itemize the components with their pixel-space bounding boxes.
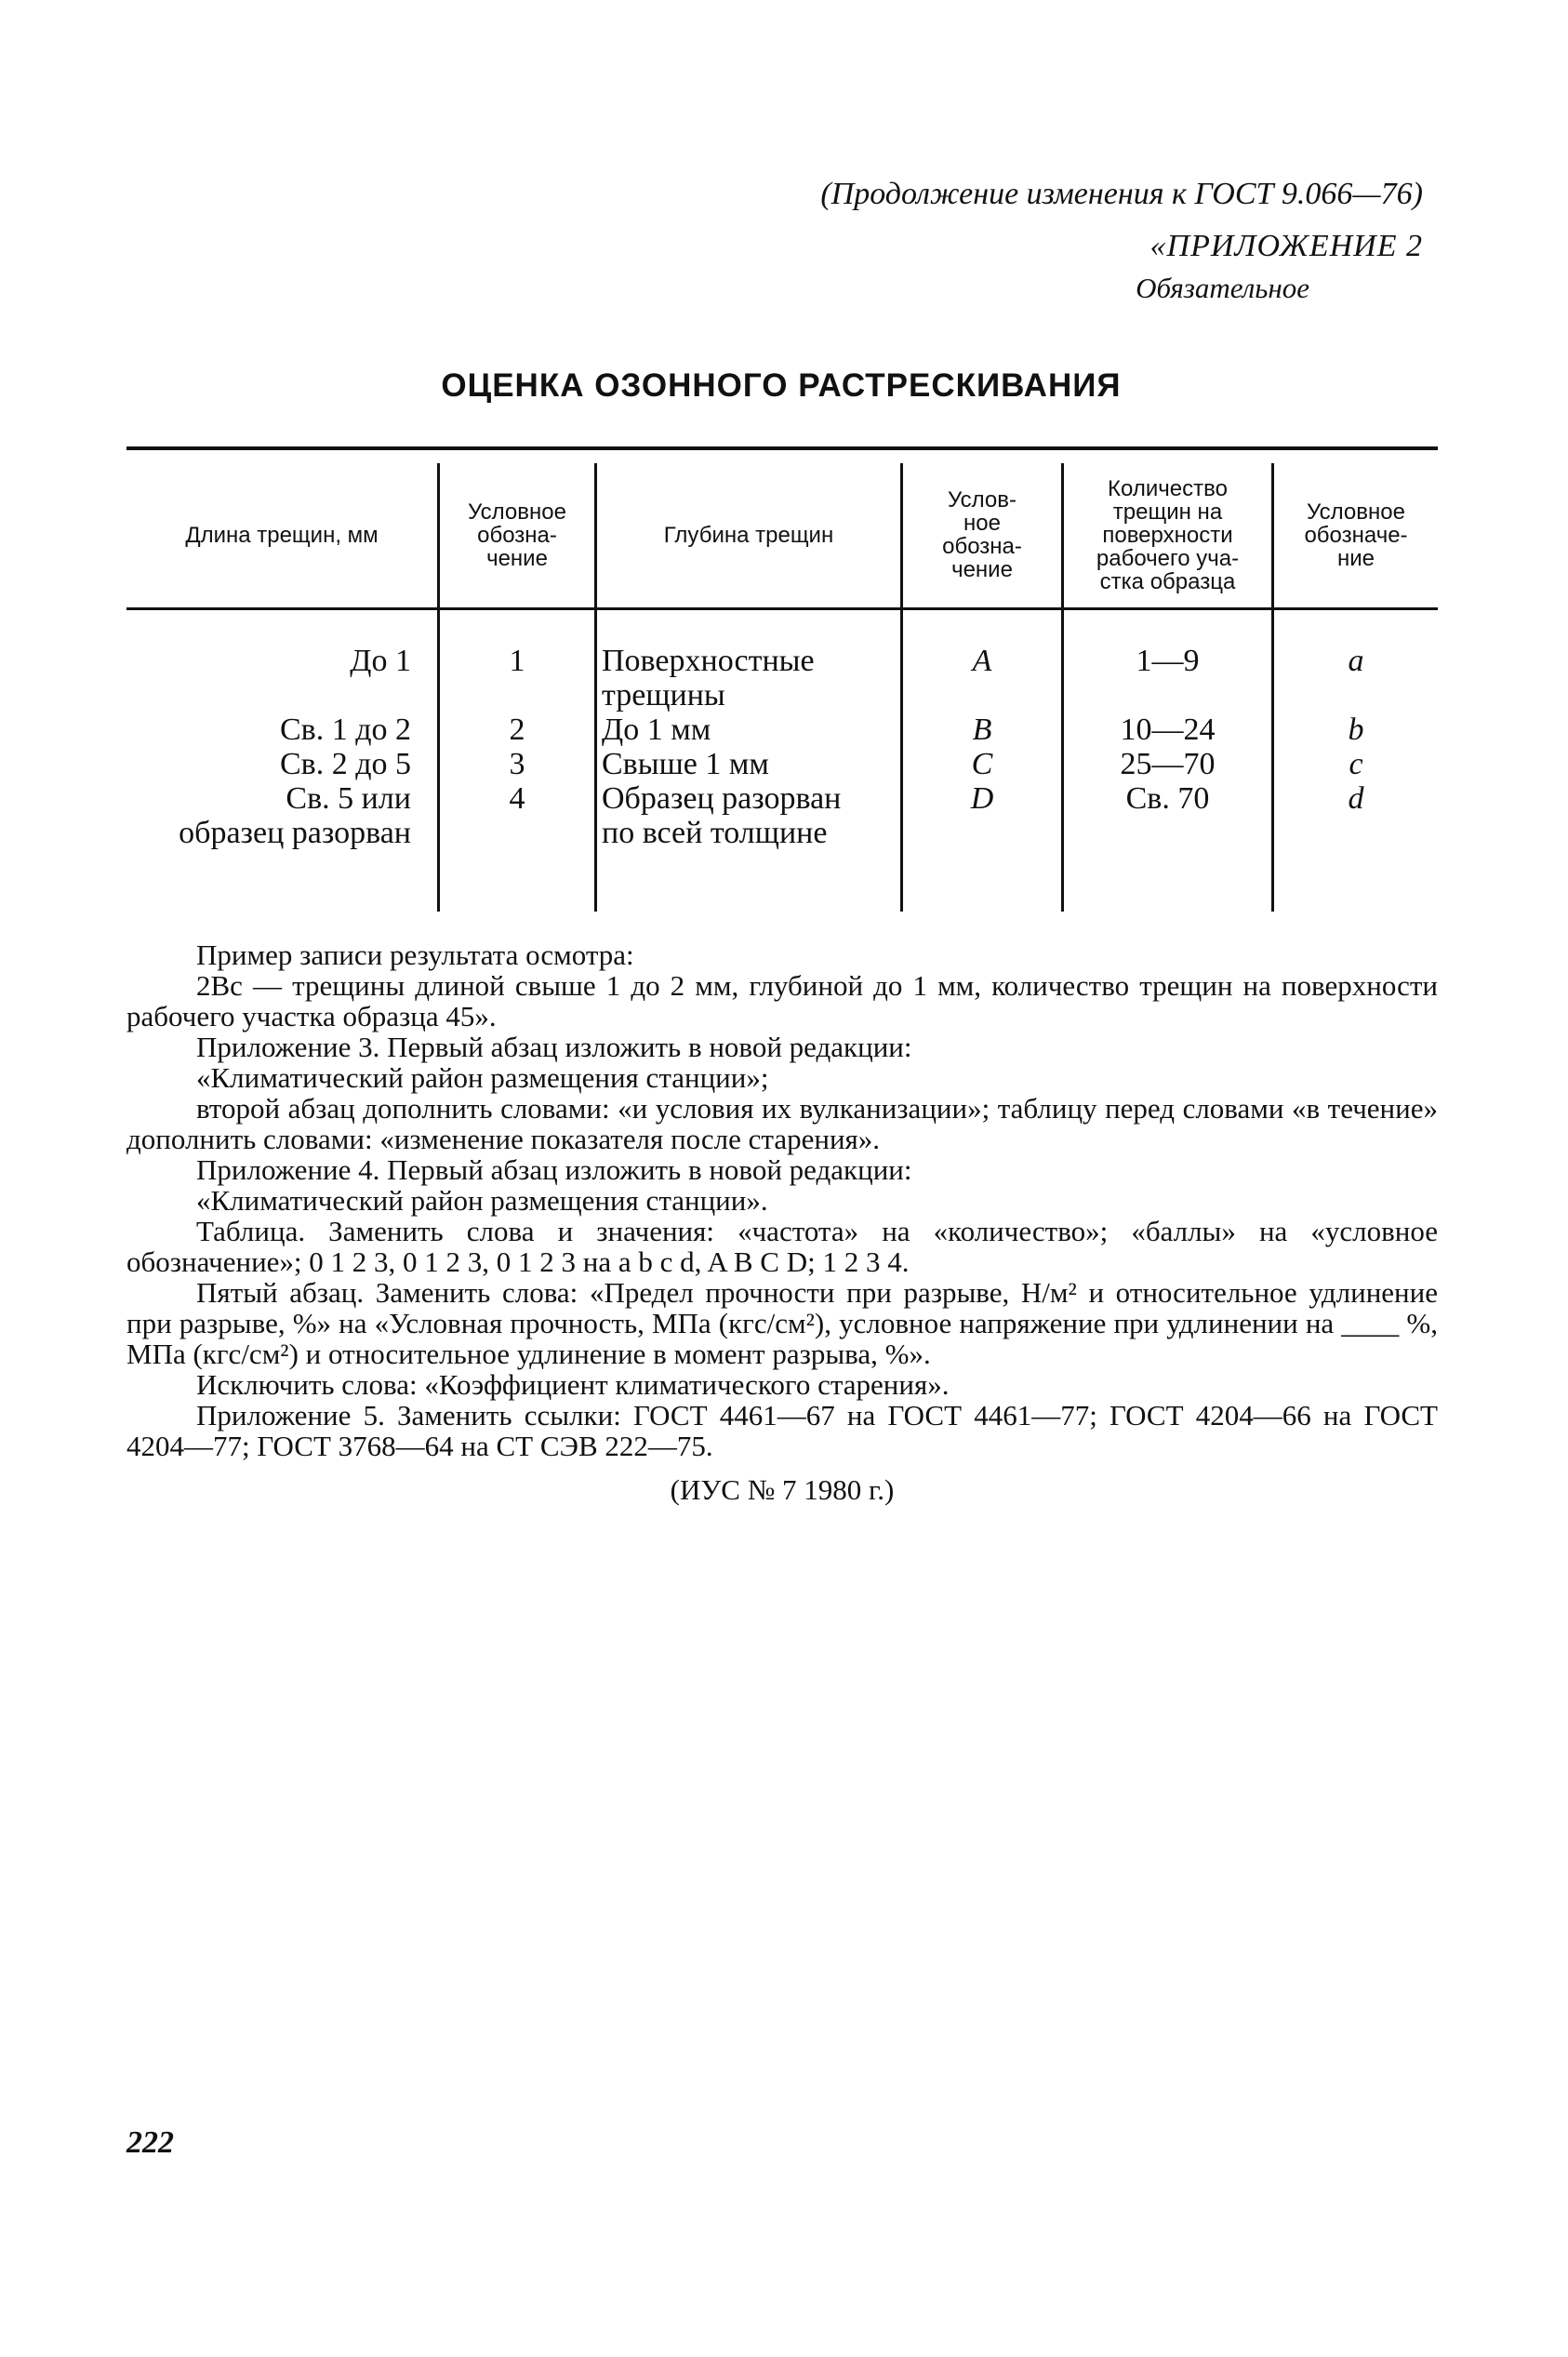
table-header-rule [126, 607, 1438, 610]
column-crack-depth: Поверхностные трещины До 1 мм Свыше 1 мм Образец разорван по всей толщине [602, 644, 842, 850]
column-crack-count: 1—9 10—24 25—70 Св. 70 [1120, 644, 1216, 816]
page-number: 222 [126, 2125, 174, 2160]
appendix-status: Обязательное [1136, 272, 1309, 304]
paragraph: 2Bc — трещины длиной свыше 1 до 2 мм, глубиной до 1 мм, количество трещин на поверхности рабочего участка образца 45». [126, 969, 1438, 1032]
paragraph: Исключить слова: «Коэффициент климатического старения». [196, 1368, 950, 1401]
appendix-label: «ПРИЛОЖЕНИЕ 2 [1149, 229, 1423, 263]
column-depth-code: A B C D [970, 644, 994, 816]
header-crack-count: Количество трещин на поверхности рабочего уча- стка образца [1096, 475, 1240, 594]
paragraph: Приложение 4. Первый абзац изложить в новой редакции: [196, 1153, 912, 1186]
table-top-rule [126, 446, 1438, 450]
header-length-code: Условное обозна- чение [468, 499, 566, 571]
paragraph: Таблица. Заменить слова и значения: «частота» на «количество»; «баллы» на «условное обозначение»; 0 1 2 3, 0 1 2 3, 0 1 2 3 на a b c d, A B C D; 1 2 3 4. [126, 1215, 1438, 1278]
source-note: (ИУС № 7 1980 г.) [670, 1473, 895, 1506]
amendment-text [126, 939, 1438, 1505]
column-length-code: 1 2 3 4 [509, 644, 525, 816]
paragraph: Приложение 3. Первый абзац изложить в новой редакции: [196, 1031, 912, 1063]
column-count-code: a b c d [1348, 644, 1364, 816]
continuation-note: (Продолжение изменения к ГОСТ 9.066—76) [820, 177, 1423, 211]
paragraph: Пример записи результата осмотра: [196, 939, 634, 971]
paragraph: Пятый абзац. Заменить слова: «Предел прочности при разрыве, Н/м² и относительное удлинение при разрыве, %» на «Условная прочность, МПа (кгс/см²), условное напряжение при удлинении на ____ %, МПа (кгс/см²) и относительное удлинение в момент разрыва, %». [126, 1276, 1438, 1370]
column-crack-length: До 1 Св. 1 до 2 Св. 2 до 5 Св. 5 или образец разорван [179, 644, 411, 850]
header-crack-depth: Глубина трещин [663, 522, 834, 548]
paragraph: «Климатический район размещения станции»; [196, 1061, 769, 1094]
paragraph: Приложение 5. Заменить ссылки: ГОСТ 4461—67 на ГОСТ 4461—77; ГОСТ 4204—66 на ГОСТ 4204—77; ГОСТ 3768—64 на СТ СЭВ 222—75. [126, 1399, 1438, 1462]
header-crack-length: Длина трещин, мм [185, 522, 379, 548]
paragraph: второй абзац дополнить словами: «и условия их вулканизации»; таблицу перед словами «в течение» дополнить словами: «изменение показателя после старения». [126, 1092, 1438, 1155]
header-depth-code: Услов- ное обозна- чение [942, 487, 1022, 582]
header-count-code: Условное обозначе- ние [1304, 499, 1408, 571]
paragraph: «Климатический район размещения станции». [196, 1184, 768, 1217]
page-title: ОЦЕНКА ОЗОННОГО РАСТРЕСКИВАНИЯ [441, 367, 1122, 404]
